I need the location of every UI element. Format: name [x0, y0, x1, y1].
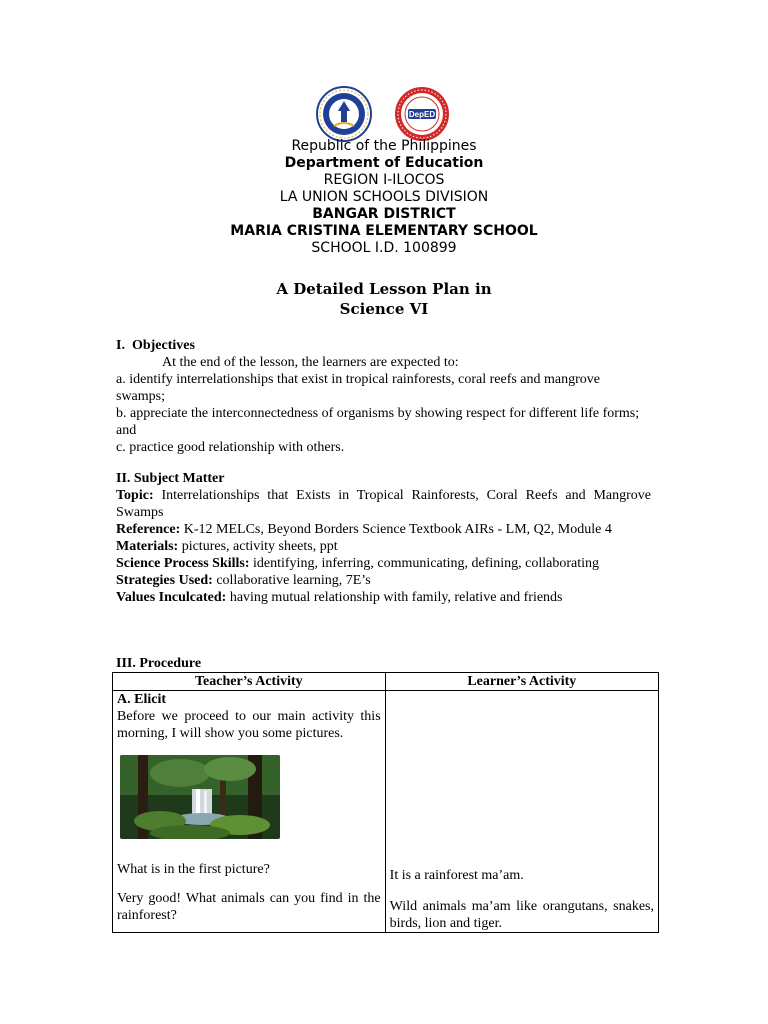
reference-value: K-12 MELCs, Beyond Borders Science Textbook AIRs - LM, Q2, Module 4: [180, 522, 612, 537]
teacher-intro: Before we proceed to our main activity this morning, I will show you some pictures.: [117, 709, 381, 741]
learner-activity-cell: [385, 691, 658, 933]
reference-label: Reference:: [116, 522, 181, 537]
deped-seal-logo: [316, 86, 372, 142]
reference-line: [116, 521, 651, 538]
objectives-heading-number: I.: [116, 338, 125, 353]
objective-item-b: b. appreciate the interconnectedness of organisms by showing respect for different life forms; and: [116, 406, 640, 438]
elicit-heading: A. Elicit: [117, 692, 166, 707]
header-region: REGION I-ILOCOS: [323, 172, 445, 188]
rainforest-waterfall-image: [120, 755, 280, 839]
procedure-heading: III. Procedure: [116, 656, 202, 671]
subject-matter-heading: II. Subject Matter: [116, 471, 225, 486]
materials-value: pictures, activity sheets, ppt: [178, 539, 338, 554]
topic-value: Interrelationships that Exists in Tropical Rainforests, Coral Reefs and Mangrove Swamps: [116, 488, 651, 520]
svg-text:DepED: DepED: [408, 110, 436, 119]
procedure-table-row: [113, 691, 659, 933]
learner-activity-header: Learner’s Activity: [385, 673, 658, 691]
skills-label: Science Process Skills:: [116, 556, 250, 571]
title-line-2: Science VI: [339, 300, 429, 318]
teacher-question-1: What is in the first picture?: [117, 862, 270, 877]
objectives-section: [116, 337, 651, 456]
school-seal-logo: [394, 86, 450, 142]
values-value: having mutual relationship with family, relative and friends: [226, 590, 563, 605]
strategies-label: Strategies Used:: [116, 573, 213, 588]
title-line-1: A Detailed Lesson Plan in: [276, 280, 492, 298]
topic-label: Topic:: [116, 488, 154, 503]
document-title: [0, 279, 768, 319]
subject-matter-section: [116, 470, 651, 606]
header-department: Department of Education: [284, 155, 484, 171]
procedure-section: [116, 655, 651, 672]
topic-line: [116, 487, 651, 521]
teacher-question-2: Very good! What animals can you find in the rainforest?: [117, 891, 381, 923]
header-school-id: SCHOOL I.D. 100899: [311, 240, 457, 256]
objectives-heading: Objectives: [131, 338, 195, 353]
materials-label: Materials:: [116, 539, 179, 554]
document-header: [0, 138, 768, 257]
teacher-activity-cell: [113, 691, 386, 933]
learner-answer-1: It is a rainforest ma’am.: [389, 868, 524, 883]
objective-item-c: c. practice good relationship with others.: [116, 440, 345, 455]
header-logos: [0, 86, 768, 142]
values-label: Values Inculcated:: [116, 590, 227, 605]
strategies-value: collaborative learning, 7E’s: [212, 573, 371, 588]
header-district: BANGAR DISTRICT: [312, 206, 456, 222]
values-line: [116, 589, 651, 606]
header-school-name: MARIA CRISTINA ELEMENTARY SCHOOL: [230, 223, 538, 239]
objective-item-a: a. identify interrelationships that exist in tropical rainforests, coral reefs and mangrove swamps;: [116, 372, 601, 404]
header-division: LA UNION SCHOOLS DIVISION: [279, 189, 489, 205]
materials-line: [116, 538, 651, 555]
teacher-activity-header: Teacher’s Activity: [113, 673, 386, 691]
strategies-line: [116, 572, 651, 589]
skills-line: [116, 555, 651, 572]
objectives-intro: At the end of the lesson, the learners are expected to:: [162, 355, 459, 370]
procedure-table: [112, 672, 659, 933]
learner-answer-2: Wild animals ma’am like orangutans, snakes, birds, lion and tiger.: [389, 899, 654, 931]
header-republic: Republic of the Philippines: [291, 138, 477, 154]
procedure-table-header-row: [113, 673, 659, 691]
skills-value: identifying, inferring, communicating, defining, collaborating: [249, 556, 600, 571]
